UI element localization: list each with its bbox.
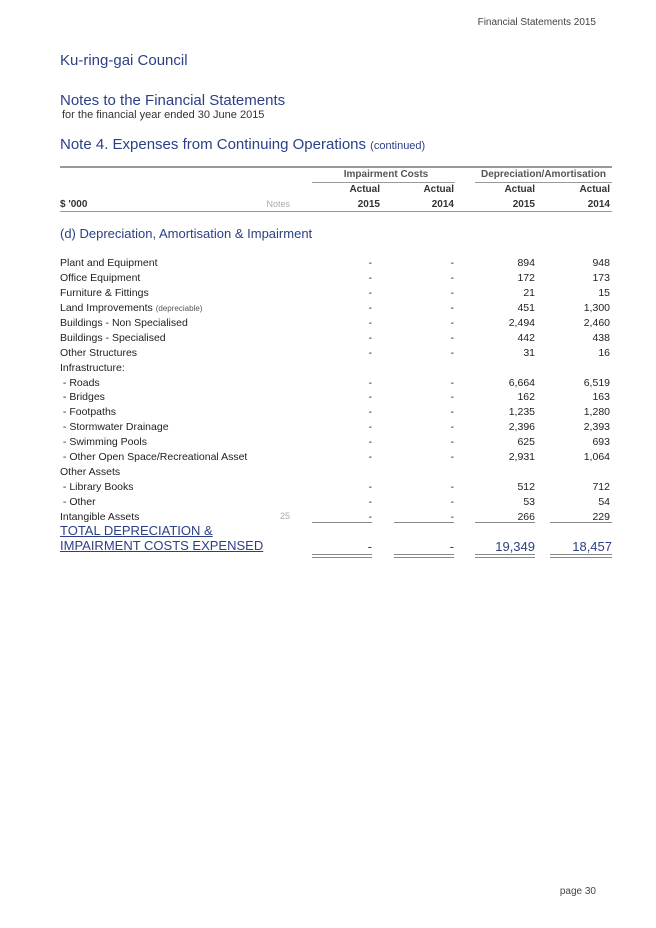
col-year-4: 2014: [587, 199, 610, 210]
subtotal-rule-4: [550, 522, 612, 523]
table-row: [0, 451, 656, 466]
row-value: 31: [523, 346, 535, 359]
row-value: -: [450, 481, 454, 494]
row-value: 6,664: [508, 376, 535, 389]
col-actual-2: Actual: [423, 184, 454, 195]
row-label: [60, 332, 166, 344]
row-label: [60, 347, 137, 359]
impairment-header-rule: [312, 182, 455, 183]
note-title: [60, 136, 425, 153]
row-value: 948: [592, 257, 610, 269]
row-value: -: [368, 496, 372, 508]
row-value: 625: [517, 436, 535, 449]
total-double-rule-3: [475, 554, 535, 558]
row-label: [60, 257, 157, 269]
row-value: 6,519: [583, 376, 610, 389]
row-value: 438: [592, 331, 610, 344]
row-label-text: Infrastructure:: [60, 361, 125, 374]
row-value: 1,064: [583, 451, 610, 464]
units-label: $ '000: [60, 199, 88, 210]
total-double-rule-4: [550, 554, 612, 558]
row-value: 53: [523, 496, 535, 508]
col-year-3: 2015: [512, 199, 535, 210]
total-double-rule-2: [394, 554, 454, 558]
subtotal-rule-3: [475, 522, 535, 523]
row-label: [60, 317, 188, 329]
total-value-3: 19,349: [495, 539, 535, 554]
row-label-text: Other Structures: [60, 346, 138, 359]
row-label: [60, 377, 100, 389]
row-value: 2,460: [583, 316, 610, 329]
row-label-text: Furniture & Fittings: [60, 286, 149, 299]
table-row: [0, 466, 656, 481]
row-value: -: [368, 376, 372, 389]
row-value: -: [450, 406, 454, 419]
row-label: [60, 481, 134, 493]
row-value: -: [368, 286, 372, 299]
row-value: -: [368, 451, 372, 464]
table-row: [0, 332, 656, 347]
table-body: [0, 257, 656, 526]
row-value: 442: [517, 331, 535, 344]
table-row: [0, 347, 656, 362]
row-label: [60, 451, 247, 463]
header-depreciation-amortisation: Depreciation/Amortisation: [480, 169, 607, 180]
row-label-text: - Roads: [60, 376, 100, 389]
row-value: 229: [592, 510, 610, 523]
total-value-4: 18,457: [572, 539, 612, 554]
row-label-text: Buildings - Specialised: [60, 331, 166, 344]
table-row: [0, 481, 656, 496]
row-value: -: [368, 271, 372, 284]
row-value: 894: [517, 257, 535, 269]
total-value-2: -: [449, 539, 454, 554]
row-value: 163: [592, 391, 610, 404]
row-label-text: - Other Open Space/Recreational Asset: [60, 451, 248, 464]
row-label: [60, 302, 202, 314]
row-value: -: [450, 451, 454, 464]
row-value: 162: [517, 391, 535, 404]
row-label: [60, 421, 169, 433]
row-value: -: [368, 436, 372, 449]
row-value: 173: [592, 271, 610, 284]
table-row: [0, 436, 656, 451]
row-value: 451: [517, 301, 535, 314]
running-header: Financial Statements 2015: [477, 17, 596, 28]
row-value: -: [368, 331, 372, 344]
row-value: 1,235: [508, 406, 535, 419]
row-value: -: [368, 346, 372, 359]
row-label-text: - Other: [60, 496, 96, 508]
row-value: -: [368, 257, 372, 269]
row-value: 1,300: [583, 301, 610, 314]
row-value: 1,280: [583, 406, 610, 419]
row-value: -: [368, 406, 372, 419]
total-double-rule-1: [312, 554, 372, 558]
row-value: -: [450, 316, 454, 329]
row-label: [60, 436, 147, 448]
row-value: -: [450, 510, 454, 523]
page-number: page 30: [559, 886, 596, 897]
row-value: -: [450, 331, 454, 344]
row-value: -: [450, 257, 454, 269]
col-actual-3: Actual: [504, 184, 535, 195]
subtotal-rule-1: [312, 522, 372, 523]
header-bottom-rule: [60, 211, 612, 212]
row-value: 172: [517, 271, 535, 284]
row-value: -: [368, 481, 372, 494]
table-row: [0, 377, 656, 392]
row-value: 693: [592, 436, 610, 449]
row-value: 712: [592, 481, 610, 494]
row-value: -: [368, 510, 372, 523]
notes-column-label: Notes: [266, 199, 290, 209]
note-title-text: Note 4. Expenses from Continuing Operations: [60, 136, 366, 153]
row-label: [60, 466, 120, 478]
depreciation-header-rule: [475, 182, 612, 183]
col-actual-4: Actual: [579, 184, 610, 195]
row-value: -: [450, 346, 454, 359]
row-value: -: [368, 301, 372, 314]
row-value: -: [450, 496, 454, 508]
row-label: [60, 496, 96, 508]
row-label: [60, 272, 140, 284]
row-value: 16: [598, 346, 610, 359]
row-label: [60, 287, 149, 299]
row-label-text: Other Assets: [60, 466, 121, 479]
table-row: [0, 362, 656, 377]
total-value-1: -: [367, 539, 372, 554]
council-name: Ku-ring-gai Council: [60, 52, 188, 69]
row-label-text: - Footpaths: [60, 406, 117, 419]
table-top-rule: [60, 166, 612, 168]
table-row: [0, 287, 656, 302]
row-value: -: [450, 271, 454, 284]
row-value: 54: [598, 496, 610, 508]
row-value: 512: [517, 481, 535, 494]
total-label-line2: IMPAIRMENT COSTS EXPENSED: [60, 538, 264, 553]
row-value: -: [368, 316, 372, 329]
row-value: 2,396: [508, 421, 535, 434]
header-impairment-costs: Impairment Costs: [343, 169, 429, 180]
row-value: -: [450, 421, 454, 434]
row-value: -: [450, 286, 454, 299]
col-year-2: 2014: [431, 199, 454, 210]
row-value: -: [368, 421, 372, 434]
row-value: 266: [517, 510, 535, 523]
total-label-line1: TOTAL DEPRECIATION &: [60, 523, 213, 538]
row-label-text: Plant and Equipment: [60, 257, 158, 269]
note-continued: (continued): [370, 140, 426, 152]
row-note-ref: 25: [279, 510, 290, 521]
section-title: (d) Depreciation, Amortisation & Impairment: [60, 226, 313, 241]
row-label-text: Land Improvements: [60, 301, 153, 314]
table-row: [0, 421, 656, 436]
row-value: -: [450, 301, 454, 314]
row-value: -: [450, 376, 454, 389]
row-value: 21: [523, 286, 535, 299]
row-value: -: [450, 436, 454, 449]
row-value: 2,494: [508, 316, 535, 329]
row-value: 2,931: [508, 451, 535, 464]
row-value: 2,393: [583, 421, 610, 434]
subtotal-rule-2: [394, 522, 454, 523]
notes-title: Notes to the Financial Statements: [60, 92, 286, 109]
col-year-1: 2015: [357, 199, 380, 210]
table-row: [0, 272, 656, 287]
row-value: 15: [598, 286, 610, 299]
table-row: [0, 302, 656, 317]
row-label-qualifier: (depreciable): [155, 303, 203, 313]
row-label-text: - Stormwater Drainage: [60, 421, 169, 434]
row-label-text: Office Equipment: [60, 271, 141, 284]
row-label: [60, 391, 105, 403]
row-label-text: - Library Books: [60, 481, 134, 494]
table-row: [0, 406, 656, 421]
row-label-text: - Bridges: [60, 391, 105, 404]
row-value: -: [368, 391, 372, 404]
row-label: [60, 362, 125, 374]
row-label: [60, 406, 116, 418]
notes-subtitle: for the financial year ended 30 June 2015: [62, 109, 265, 121]
row-label-text: Buildings - Non Specialised: [60, 316, 188, 329]
total-label: [60, 523, 263, 553]
row-label-text: Intangible Assets: [60, 510, 140, 523]
table-row: [0, 257, 656, 272]
row-value: -: [450, 391, 454, 404]
row-label: [60, 511, 139, 523]
table-row: [0, 317, 656, 332]
col-actual-1: Actual: [349, 184, 380, 195]
table-row: [0, 496, 656, 511]
row-label-text: - Swimming Pools: [60, 436, 147, 449]
table-row: [0, 391, 656, 406]
